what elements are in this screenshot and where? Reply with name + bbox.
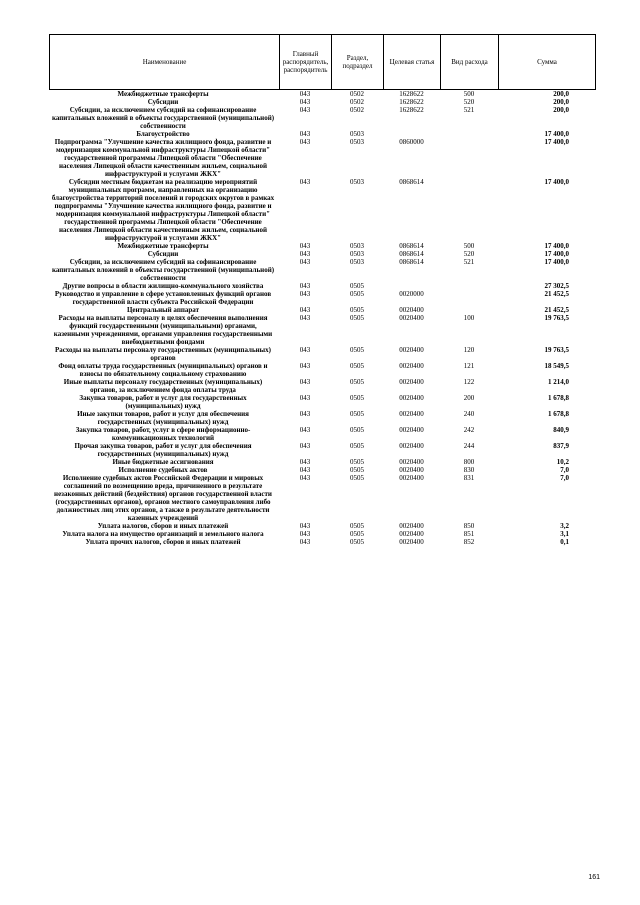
row-section: 0505 <box>350 282 364 290</box>
row-target: 0020400 <box>399 522 424 530</box>
row-section: 0502 <box>350 106 364 114</box>
table-row <box>49 362 595 378</box>
row-admin: 043 <box>299 362 311 370</box>
row-section: 0503 <box>350 258 364 266</box>
table-row <box>49 410 595 426</box>
table-row <box>49 90 595 98</box>
row-target: 0020400 <box>399 538 424 546</box>
row-expense-type <box>440 178 498 242</box>
row-admin: 043 <box>299 178 311 186</box>
table-row <box>49 466 595 474</box>
row-target: 0020400 <box>399 346 424 354</box>
row-name: Расходы на выплаты персоналу государственных (муниципальных) органов <box>55 346 271 362</box>
table-row <box>49 98 595 106</box>
row-name: Исполнение судебных актов <box>118 466 208 474</box>
table-row <box>49 138 595 178</box>
row-expense-type <box>440 290 498 306</box>
row-target <box>383 130 440 138</box>
row-expense-type: 500 <box>463 242 475 250</box>
row-expense-type: 521 <box>463 106 475 114</box>
row-target: 0868614 <box>399 242 424 250</box>
row-expense-type: 850 <box>463 522 475 530</box>
row-sum: 7,0 <box>560 466 569 474</box>
row-sum: 1 678,8 <box>548 394 569 402</box>
row-admin: 043 <box>299 90 311 98</box>
row-target: 1628622 <box>399 98 424 106</box>
header-name: Наименование <box>50 35 280 90</box>
row-admin: 043 <box>299 306 311 314</box>
row-expense-type: 242 <box>463 426 475 434</box>
row-name: Иные выплаты персоналу государственных (муниципальных) органов, за исключением фонда оплаты труда <box>63 378 263 394</box>
row-sum: 17 400,0 <box>544 250 569 258</box>
row-expense-type: 122 <box>463 378 475 386</box>
row-expense-type <box>440 306 498 314</box>
row-name: Благоустройство <box>136 130 190 138</box>
row-target: 0020400 <box>399 314 424 322</box>
row-target: 1628622 <box>399 90 424 98</box>
row-name: Межбюджетные трансферты <box>117 242 209 250</box>
row-sum: 3,1 <box>560 530 569 538</box>
row-name: Подпрограмма "Улучшение качества жилищного фонда, развитие и модернизация коммунальной инфраструктуры Липецкой области" государственной программы Липецкой области "Обеспечение населения Липецкой области качественным жильем, социальной инфраструктурой и услугами ЖКХ" <box>54 138 272 178</box>
row-name: Закупка товаров, работ, услуг в сфере информационно-коммуникационных технологий <box>75 426 251 442</box>
table-row <box>49 394 595 410</box>
table-row <box>49 306 595 314</box>
row-expense-type: 830 <box>463 466 475 474</box>
table-row <box>49 106 595 130</box>
row-name: Субсидии <box>147 98 179 106</box>
row-target: 0020400 <box>399 362 424 370</box>
table-row <box>49 130 595 138</box>
row-sum: 21 452,5 <box>544 290 569 298</box>
row-section: 0502 <box>350 98 364 106</box>
table-row <box>49 282 595 290</box>
row-name: Расходы на выплаты персоналу в целях обеспечения выполнения функций государственными (муниципальными) органами, казенными учреждениями, органами управления государственными внебюджетными фондами <box>53 314 273 346</box>
row-expense-type: 520 <box>463 98 475 106</box>
header-admin: Главный распорядитель, распорядитель <box>280 35 332 90</box>
row-target: 0020400 <box>399 474 424 482</box>
table-row <box>49 290 595 306</box>
row-section: 0505 <box>350 306 364 314</box>
header-exp-type: Вид расхода <box>441 35 499 90</box>
table-row <box>49 250 595 258</box>
row-admin: 043 <box>299 290 311 298</box>
row-sum: 837,9 <box>553 442 569 450</box>
row-expense-type: 800 <box>463 458 475 466</box>
row-expense-type: 244 <box>463 442 475 450</box>
row-expense-type: 200 <box>463 394 475 402</box>
budget-table <box>49 90 595 546</box>
row-section: 0503 <box>350 138 364 146</box>
table-row <box>49 426 595 442</box>
row-name: Субсидии, за исключением субсидий на софинансирование капитальных вложений в объекты государственной (муниципальной) собственности <box>51 106 275 130</box>
row-admin: 043 <box>299 458 311 466</box>
row-expense-type: 852 <box>463 538 475 546</box>
row-section: 0503 <box>350 250 364 258</box>
row-section: 0505 <box>350 346 364 354</box>
row-name: Центральный аппарат <box>126 306 200 314</box>
row-expense-type: 831 <box>463 474 475 482</box>
row-sum: 21 452,5 <box>544 306 569 314</box>
row-expense-type: 100 <box>463 314 475 322</box>
row-name: Субсидии, за исключением субсидий на софинансирование капитальных вложений в объекты государственной (муниципальной) собственности <box>51 258 275 282</box>
row-target: 0868614 <box>399 178 424 186</box>
row-target: 0868614 <box>399 258 424 266</box>
row-target: 1628622 <box>399 106 424 114</box>
row-section: 0505 <box>350 426 364 434</box>
row-target: 0860000 <box>399 138 424 146</box>
row-target: 0020400 <box>399 394 424 402</box>
table-row <box>49 442 595 458</box>
row-target: 0020400 <box>399 306 424 314</box>
row-sum: 200,0 <box>553 98 569 106</box>
table-row <box>49 522 595 530</box>
row-sum: 17 400,0 <box>544 258 569 266</box>
table-row <box>49 346 595 362</box>
row-section: 0505 <box>350 410 364 418</box>
row-admin: 043 <box>299 378 311 386</box>
row-admin: 043 <box>299 314 311 322</box>
row-section: 0505 <box>350 442 364 450</box>
row-target: 0868614 <box>399 250 424 258</box>
row-name: Закупка товаров, работ и услуг для государственных (муниципальных) нужд <box>79 394 247 410</box>
row-expense-type: 120 <box>463 346 475 354</box>
row-name: Руководство и управление в сфере установленных функций органов государственной власти субъекта Российской Федерации <box>54 290 272 306</box>
table-row <box>49 530 595 538</box>
row-name: Уплата налога на имущество организаций и земельного налога <box>62 530 264 538</box>
row-expense-type: 240 <box>463 410 475 418</box>
header-target: Целевая статья <box>384 35 441 90</box>
row-sum: 200,0 <box>553 106 569 114</box>
table-header <box>49 34 596 90</box>
row-section: 0505 <box>350 474 364 482</box>
table-row <box>49 242 595 250</box>
row-admin: 043 <box>299 242 311 250</box>
row-admin: 043 <box>299 282 311 290</box>
row-expense-type <box>440 138 498 178</box>
page-number: 161 <box>588 874 600 881</box>
row-target: 0020400 <box>399 458 424 466</box>
row-expense-type: 121 <box>463 362 475 370</box>
row-name: Уплата прочих налогов, сборов и иных платежей <box>85 538 241 546</box>
row-name: Субсидии местным бюджетам на реализацию мероприятий муниципальных программ, направленных на организацию благоустройства территорий поселений и городских округов в рамках подпрограммы "Улучшение качества жилищного фонда, развитие и модернизация коммунальной инфраструктуры Липецкой области" государственной программы Липецкой области "Обеспечение населения Липецкой области качественным жильем, социальной инфраструктурой и услугами ЖКХ" <box>51 178 275 242</box>
row-section: 0505 <box>350 466 364 474</box>
row-name: Межбюджетные трансферты <box>117 90 209 98</box>
row-admin: 043 <box>299 138 311 146</box>
row-target: 0020400 <box>399 442 424 450</box>
row-sum: 1 214,0 <box>548 378 569 386</box>
row-sum: 200,0 <box>553 90 569 98</box>
table-row <box>49 378 595 394</box>
row-name: Уплата налогов, сборов и иных платежей <box>97 522 229 530</box>
row-section: 0503 <box>350 178 364 186</box>
row-admin: 043 <box>299 106 311 114</box>
row-section: 0503 <box>350 242 364 250</box>
row-sum: 840,9 <box>553 426 569 434</box>
row-sum: 10,2 <box>556 458 569 466</box>
row-section: 0505 <box>350 394 364 402</box>
header-section: Раздел, подраздел <box>332 35 384 90</box>
table-row <box>49 474 595 522</box>
row-target: 0020400 <box>399 410 424 418</box>
row-section: 0505 <box>350 522 364 530</box>
row-name: Исполнение судебных актов Российской Федерации и мировых соглашений по возмещению вреда, причиненного в результате незаконных действий (бездействия) органов государственной власти (государственных органов), органов местного самоуправления либо должностных лиц этих органов, а также в результате деятельности казенных учреждений <box>54 474 272 522</box>
row-admin: 043 <box>299 410 311 418</box>
row-sum: 17 400,0 <box>544 178 569 186</box>
row-sum: 19 763,5 <box>544 346 569 354</box>
row-admin: 043 <box>299 394 311 402</box>
row-sum: 27 302,5 <box>544 282 569 290</box>
row-name: Другие вопросы в области жилищно-коммунального хозяйства <box>62 282 264 290</box>
table-row <box>49 458 595 466</box>
row-admin: 043 <box>299 474 311 482</box>
row-section: 0503 <box>350 130 364 138</box>
row-expense-type <box>440 130 498 138</box>
row-section: 0505 <box>350 362 364 370</box>
row-admin: 043 <box>299 522 311 530</box>
table-row <box>49 538 595 546</box>
row-admin: 043 <box>299 130 311 138</box>
table-row <box>49 314 595 346</box>
row-name: Иные бюджетные ассигнования <box>112 458 214 466</box>
row-admin: 043 <box>299 258 311 266</box>
table-row <box>49 178 595 242</box>
row-admin: 043 <box>299 442 311 450</box>
table-row <box>49 258 595 282</box>
row-sum: 17 400,0 <box>544 138 569 146</box>
row-target: 0020400 <box>399 466 424 474</box>
row-section: 0505 <box>350 458 364 466</box>
row-sum: 18 549,5 <box>544 362 569 370</box>
row-sum: 1 678,8 <box>548 410 569 418</box>
row-admin: 043 <box>299 426 311 434</box>
row-section: 0505 <box>350 530 364 538</box>
row-admin: 043 <box>299 346 311 354</box>
row-admin: 043 <box>299 530 311 538</box>
row-target: 0020000 <box>399 290 424 298</box>
header-sum: Сумма <box>499 35 596 90</box>
row-name: Фонд оплаты труда государственных (муниципальных) органов и взносы по обязательному социальному страхованию <box>58 362 268 378</box>
row-expense-type: 851 <box>463 530 475 538</box>
row-name: Иные закупки товаров, работ и услуг для обеспечения государственных (муниципальных) нужд <box>77 410 249 426</box>
row-admin: 043 <box>299 466 311 474</box>
row-target: 0020400 <box>399 530 424 538</box>
row-admin: 043 <box>299 98 311 106</box>
row-name: Прочая закупка товаров, работ и услуг для обеспечения государственных (муниципальных) нужд <box>74 442 252 458</box>
row-expense-type: 521 <box>463 258 475 266</box>
row-section: 0505 <box>350 538 364 546</box>
row-section: 0505 <box>350 378 364 386</box>
row-sum: 0,1 <box>560 538 569 546</box>
row-expense-type: 520 <box>463 250 475 258</box>
row-sum: 17 400,0 <box>544 130 569 138</box>
row-admin: 043 <box>299 250 311 258</box>
row-name: Субсидии <box>147 250 179 258</box>
row-target <box>383 282 440 290</box>
row-sum: 7,0 <box>560 474 569 482</box>
row-sum: 19 763,5 <box>544 314 569 322</box>
row-sum: 3,2 <box>560 522 569 530</box>
row-target: 0020400 <box>399 378 424 386</box>
row-section: 0502 <box>350 90 364 98</box>
row-admin: 043 <box>299 538 311 546</box>
row-section: 0505 <box>350 290 364 298</box>
row-target: 0020400 <box>399 426 424 434</box>
row-expense-type <box>440 282 498 290</box>
row-section: 0505 <box>350 314 364 322</box>
row-sum: 17 400,0 <box>544 242 569 250</box>
row-expense-type: 500 <box>463 90 475 98</box>
